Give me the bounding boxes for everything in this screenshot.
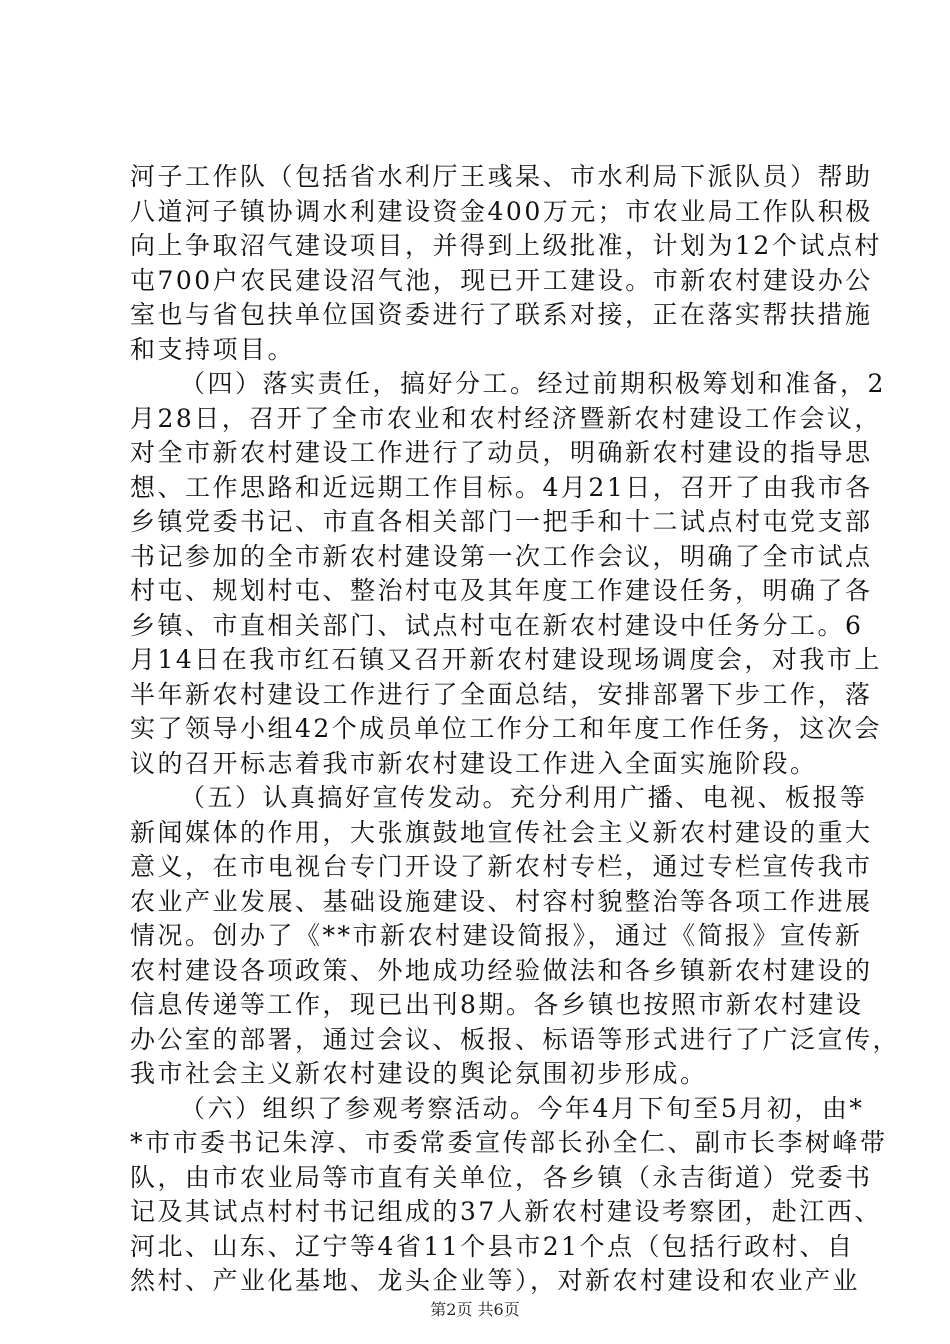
body-line: 意义，在市电视台专门开设了新农村专栏，通过专栏宣传我市 xyxy=(130,852,873,881)
body-line: 队，由市农业局等市直有关单位，各乡镇（永吉街道）党委书 xyxy=(130,1162,873,1192)
body-line: 农村建设各项政策、外地成功经验做法和各乡镇新农村建设的 xyxy=(130,955,873,985)
body-line: 八道河子镇协调水利建设资金400万元；市农业局工作队积极 xyxy=(130,196,873,226)
page-number-footer: 第2页 共6页 xyxy=(430,1300,520,1319)
body-line: 月28日，召开了全市农业和农村经济暨新农村建设工作会议， xyxy=(130,403,882,433)
body-line: 然村、产业化基地、龙头企业等），对新农村建设和农业产业 xyxy=(130,1266,861,1295)
body-line: 乡镇党委书记、市直各相关部门一把手和十二试点村屯党支部 xyxy=(130,507,873,536)
body-line: 乡镇、市直相关部门、试点村屯在新农村建设中任务分工。6 xyxy=(130,610,864,640)
body-line: *市市委书记朱淳、市委常委宣传部长孙全仁、副市长李树峰带 xyxy=(130,1128,888,1157)
body-line: 情况。创办了《**市新农村建设简报》，通过《简报》宣传新 xyxy=(130,921,863,950)
paragraph-start-line: （六）组织了参观考察活动。今年4月下旬至5月初，由* xyxy=(180,1093,865,1123)
body-line: 书记参加的全市新农村建设第一次工作会议，明确了全市试点 xyxy=(130,541,873,571)
body-line: 对全市新农村建设工作进行了动员，明确新农村建设的指导思 xyxy=(130,438,873,467)
body-line: 我市社会主义新农村建设的舆论氛围初步形成。 xyxy=(130,1059,708,1088)
body-line: 和支持项目。 xyxy=(130,334,296,364)
body-line: 农业产业发展、基础设施建设、村容村貌整治等各项工作进展 xyxy=(130,886,873,916)
body-line: 办公室的部署，通过会议、板报、标语等形式进行了广泛宣传， xyxy=(130,1024,901,1054)
body-line: 向上争取沼气建设项目，并得到上级批准，计划为12个试点村 xyxy=(130,231,882,260)
body-line: 室也与省包扶单位国资委进行了联系对接，正在落实帮扶措施 xyxy=(130,300,873,329)
body-line: 实了领导小组42个成员单位工作分工和年度工作任务，这次会 xyxy=(130,714,882,743)
body-line: 河子工作队（包括省水利厅王彧杲、市水利局下派队员）帮助 xyxy=(130,162,873,191)
body-line: 村屯、规划村屯、整治村屯及其年度工作建设任务，明确了各 xyxy=(130,576,873,605)
paragraph-start-line: （五）认真搞好宣传发动。充分利用广播、电视、板报等 xyxy=(180,783,868,812)
paragraph-start-line: （四）落实责任，搞好分工。经过前期积极筹划和准备，2 xyxy=(180,369,886,398)
body-line: 新闻媒体的作用，大张旗鼓地宣传社会主义新农村建设的重大 xyxy=(130,817,873,847)
body-line: 想、工作思路和近远期工作目标。4月21日，召开了由我市各 xyxy=(130,472,873,502)
document-body xyxy=(130,160,901,1299)
body-line: 议的召开标志着我市新农村建设工作进入全面实施阶段。 xyxy=(130,748,818,778)
body-line: 河北、山东、辽宁等4省11个县市21个点（包括行政村、自 xyxy=(130,1231,855,1261)
body-line: 半年新农村建设工作进行了全面总结，安排部署下步工作，落 xyxy=(130,679,873,709)
body-line: 月14日在我市红石镇又召开新农村建设现场调度会，对我市上 xyxy=(130,645,882,674)
body-line: 屯700户农民建设沼气池，现已开工建设。市新农村建设办公 xyxy=(130,265,873,295)
body-line: 记及其试点村村书记组成的37人新农村建设考察团，赴江西、 xyxy=(130,1197,882,1226)
body-line: 信息传递等工作，现已出刊8期。各乡镇也按照市新农村建设 xyxy=(130,990,864,1019)
